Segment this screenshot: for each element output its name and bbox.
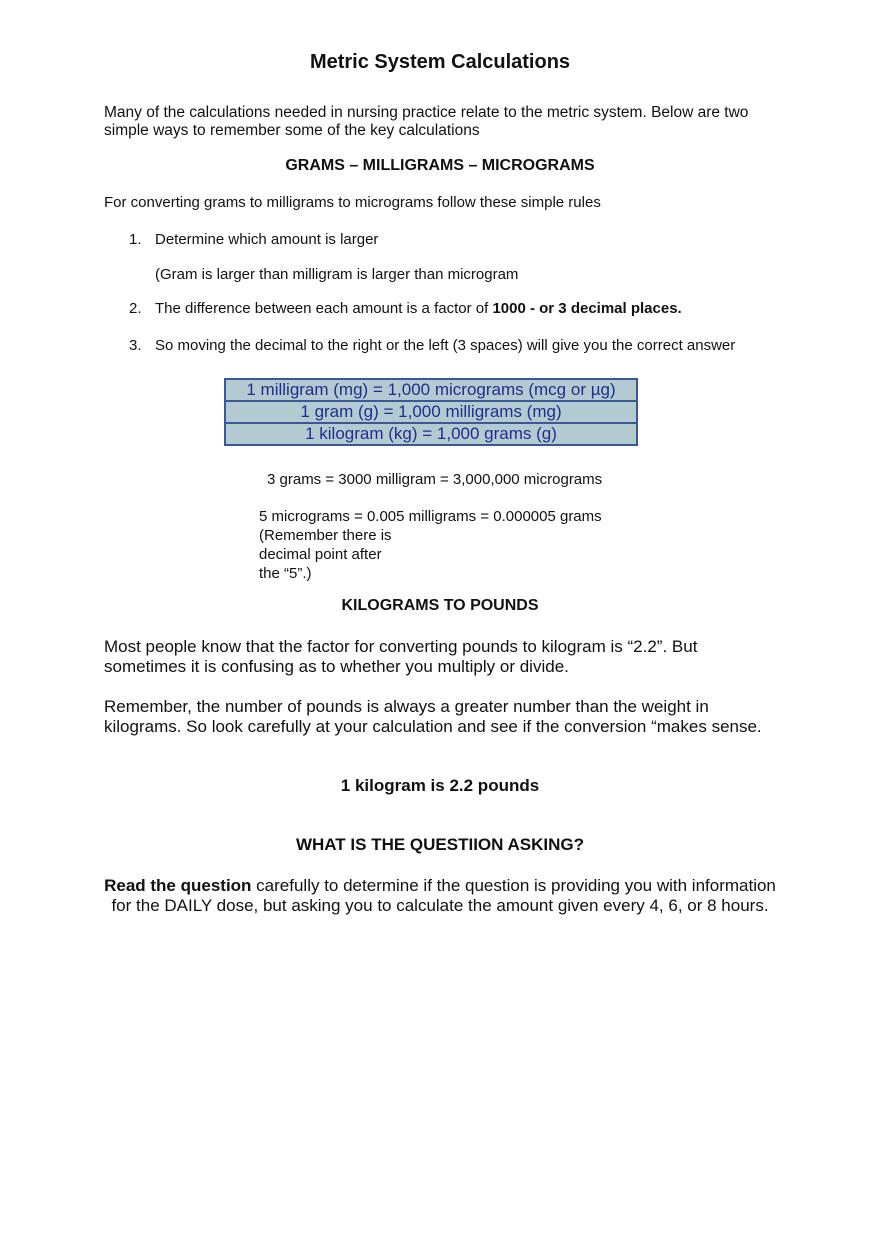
list-item-text-bold: 1000 - or 3 decimal places. xyxy=(492,300,682,317)
example-micrograms xyxy=(259,507,602,583)
kilograms-paragraph-1 xyxy=(104,637,697,676)
list-number: 3. xyxy=(129,337,142,354)
example-grams: 3 grams = 3000 milligram = 3,000,000 micrograms xyxy=(267,471,603,488)
page-title: Metric System Calculations xyxy=(309,51,571,73)
question-text: carefully to determine if the question is providing you with information for the DAILY dose, but asking you to calculate the amount given every 4, 6, or 8 hours. xyxy=(111,876,776,915)
example-line: (Remember there is xyxy=(259,527,392,544)
paragraph-line: sometimes it is confusing as to whether you multiply or divide. xyxy=(104,656,569,676)
paragraph-line: Most people know that the factor for converting pounds to kilogram is “2.2”. But xyxy=(104,637,698,656)
example-line: the “5”.) xyxy=(259,565,312,582)
example-line: decimal point after xyxy=(259,546,382,563)
list-number: 2. xyxy=(129,300,142,317)
table-cell: 1 kilogram (kg) = 1,000 grams (g) xyxy=(225,423,637,445)
intro-paragraph xyxy=(104,104,748,140)
list-number: 1. xyxy=(129,231,142,248)
paragraph-line: Remember, the number of pounds is always a greater number than the weight in xyxy=(104,697,709,716)
list-item-text: Determine which amount is larger xyxy=(155,231,379,248)
table-cell: 1 milligram (mg) = 1,000 micrograms (mcg or µg) xyxy=(225,379,637,401)
table-row xyxy=(225,379,637,401)
kilograms-paragraph-2 xyxy=(104,697,762,736)
section-lead: For converting grams to milligrams to micrograms follow these simple rules xyxy=(104,194,601,211)
question-paragraph xyxy=(104,876,776,915)
list-item-note: (Gram is larger than milligram is larger than microgram xyxy=(155,266,519,283)
section-heading-question: WHAT IS THE QUESTIION ASKING? xyxy=(295,835,585,854)
table-row xyxy=(225,423,637,445)
conversion-table xyxy=(224,378,638,446)
section-heading-grams: GRAMS – MILLIGRAMS – MICROGRAMS xyxy=(285,157,595,174)
kilogram-fact: 1 kilogram is 2.2 pounds xyxy=(340,776,540,795)
paragraph-line: kilograms. So look carefully at your calculation and see if the conversion “makes sense. xyxy=(104,716,762,736)
question-bold-lead: Read the question xyxy=(104,876,252,895)
table-row xyxy=(225,401,637,423)
list-item-text-regular: The difference between each amount is a factor of xyxy=(155,300,493,317)
example-line: 5 micrograms = 0.005 milligrams = 0.000005 grams xyxy=(259,508,602,525)
section-heading-kilograms: KILOGRAMS TO POUNDS xyxy=(341,597,539,614)
intro-line-2: simple ways to remember some of the key calculations xyxy=(104,122,480,139)
list-item-text xyxy=(155,300,682,317)
list-item-text: So moving the decimal to the right or the left (3 spaces) will give you the correct answer xyxy=(155,337,736,354)
intro-line-1: Many of the calculations needed in nursing practice relate to the metric system. Below are two xyxy=(104,104,749,121)
table-cell: 1 gram (g) = 1,000 milligrams (mg) xyxy=(225,401,637,423)
